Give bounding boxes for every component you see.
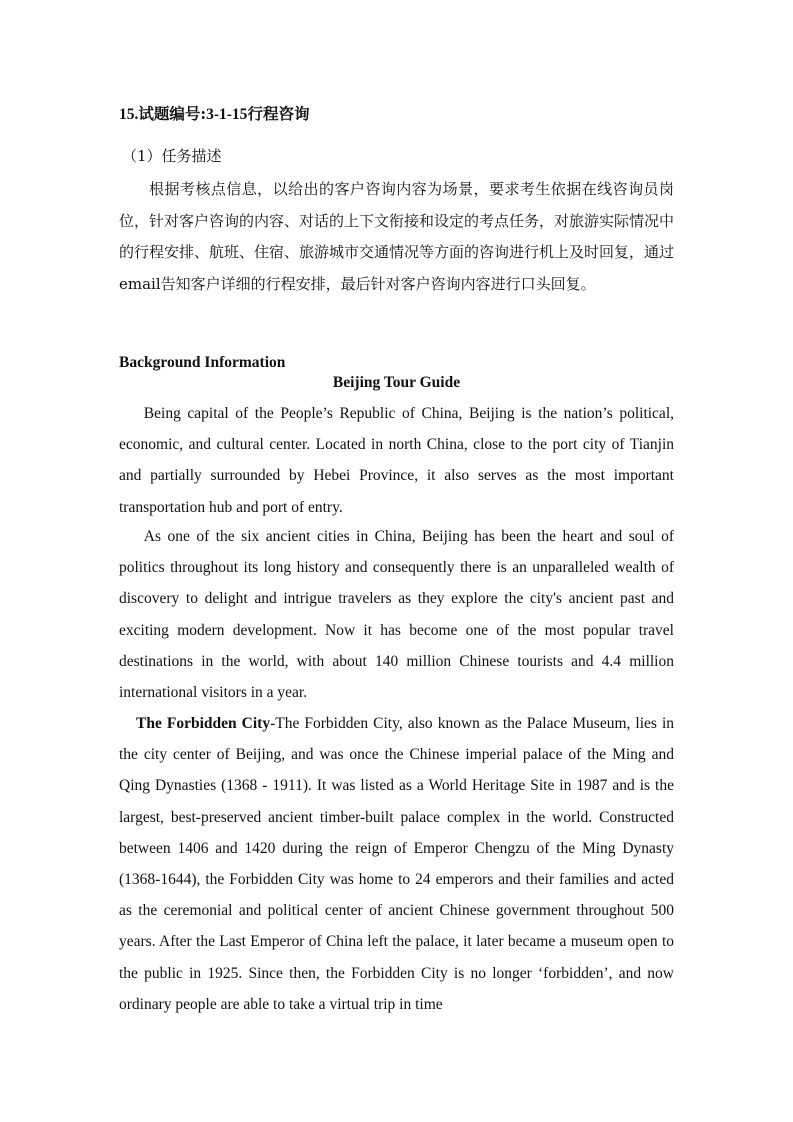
- paragraph-intro: Being capital of the People’s Republic of China, Beijing is the nation’s political, economic, and cultural center. Located in north China, close to the port city of Tianjin and partially surrounded by Hebei Province, it also serves as the most important transportation hub and port of entry.: [119, 405, 674, 516]
- forbidden-city-lead: The Forbidden City: [136, 715, 271, 732]
- question-label: 试题编号:: [138, 104, 207, 123]
- paragraph-forbidden-city: [119, 708, 674, 1020]
- question-title: 行程咨询: [247, 104, 310, 123]
- task-description: 根据考核点信息，以给出的客户咨询内容为场景，要求考生依据在线咨询员岗位，针对客户咨询的内容、对话的上下文衔接和设定的考点任务，对旅游实际情况中的行程安排、航班、住宿、旅游城市交通情况等方面的咨询进行机上及时回复，通过email告知客户详细的行程安排，最后针对客户咨询内容进行口头回复。: [119, 180, 675, 293]
- question-heading: [119, 103, 674, 126]
- guide-title: Beijing Tour Guide: [332, 374, 461, 391]
- forbidden-city-text: -The Forbidden City, also known as the Palace Museum, lies in the city center of Beijing, and was once the Chinese imperial palace of the Ming and Qing Dynasties (1368 - 1911). It was listed as a World Heritage Site in 1987 and is the largest, best-preserved ancient timber-built palace complex in the world. Constructed between 1406 and 1420 during the reign of Emperor Chengzu of the Ming Dynasty (1368-1644), the Forbidden City was home to 24 emperors and their families and acted as the ceremonial and political center of ancient Chinese government throughout 500 years. After the Last Emperor of China left the palace, it later became a museum open to the public in 1925. Since then, the Forbidden City is no longer ‘forbidden’, and now ordinary people are able to take a virtual trip in time: [119, 715, 674, 1013]
- paragraph-history: As one of the six ancient cities in China, Beijing has been the heart and soul of politics throughout its long history and consequently there is an unparalleled wealth of discovery to delight and intrigue travelers as they explore the city's ancient past and exciting modern development. Now it has become one of the most popular travel destinations in the world, with about 140 million Chinese tourists and 4.4 million international visitors in a year.: [119, 528, 674, 702]
- background-heading: Background Information: [119, 354, 286, 371]
- task-subheading: （1）任务描述: [122, 147, 222, 165]
- question-number: 15.: [119, 106, 139, 123]
- question-code: 3-1-15: [206, 106, 248, 123]
